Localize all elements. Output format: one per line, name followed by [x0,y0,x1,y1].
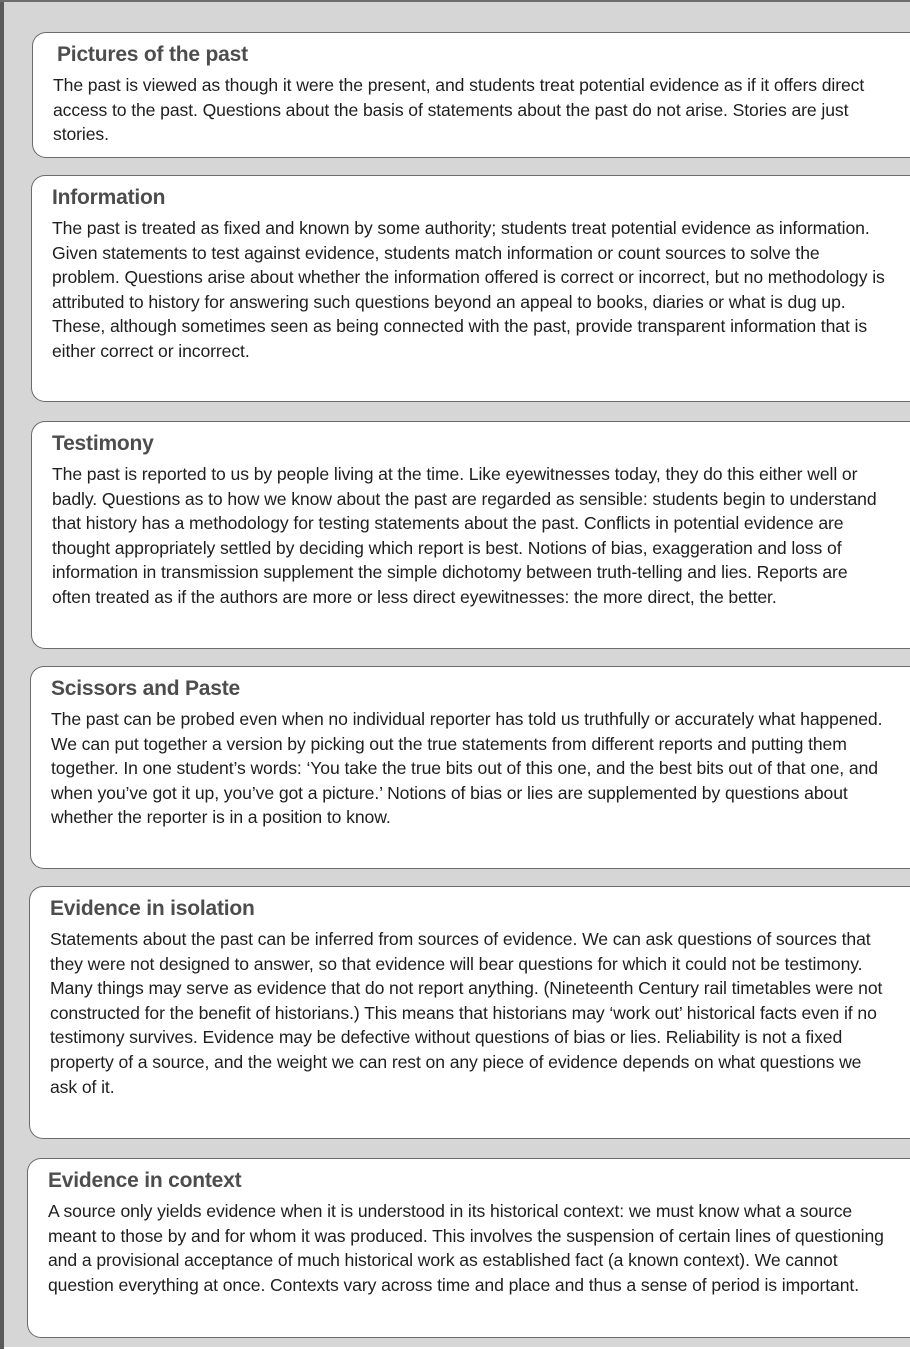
page-left-edge [0,2,4,1349]
section-title: Scissors and Paste [51,677,240,700]
section-body: The past can be probed even when no individual reporter has told us truthfully or accurately what happened. We can put together a version by picking out the true statements from different reports and putting them together. In one student’s words: ‘You take the true bits out of this one, and the best bits out of that one, and when you’ve got it up, you’ve got a picture.’ Notions of bias or lies are supplemented by questions about whether the reporter is in a position to know. [51,709,883,828]
section-body: The past is reported to us by people living at the time. Like eyewitnesses today, they do this either well or badly. Questions as to how we know about the past are regarded as sensible: students begin to understand that history has a methodology for testing statements about the past. Conflicts in potential evidence are thought appropriately settled by deciding which report is best. Notions of bias, exaggeration and loss of information in transmission supplement the simple dichotomy between truth-telling and lies. Reports are often treated as if the authors are more or less direct eyewitnesses: the more direct, the better. [52,464,877,607]
section-testimony [31,421,910,649]
section-title: Testimony [52,432,154,455]
section-evidence-in-isolation [29,886,910,1139]
section-body: Statements about the past can be inferred from sources of evidence. We can ask questions of sources that they were not designed to answer, so that evidence will bear questions for which it could not be testimony. Many things may serve as evidence that do not report anything. (Nineteenth Century rail timetables were not constructed for the benefit of historians.) This means that historians may ‘work out’ historical facts even if no testimony survives. Evidence may be defective without questions of bias or lies. Reliability is not a fixed property of a source, and the weight we can rest on any piece of evidence depends on what questions we ask of it. [50,929,883,1097]
section-information [31,175,910,402]
section-title: Information [52,186,166,209]
section-scissors-and-paste [30,666,910,869]
section-pictures-of-the-past [32,32,910,158]
section-evidence-in-context [27,1158,910,1338]
section-body: A source only yields evidence when it is understood in its historical context: we must know what a source meant to those by and for whom it was produced. This involves the suspension of certain lines of questioning and a provisional acceptance of much historical work as established fact (a known context). We cannot question everything at once. Contexts vary across time and place and thus a sense of period is important. [48,1201,884,1295]
section-title: Evidence in context [48,1169,242,1192]
section-title: Pictures of the past [57,43,248,66]
section-body: The past is viewed as though it were the present, and students treat potential evidence as if it offers direct access to the past. Questions about the basis of statements about the past do not arise. Stories are just stories. [53,75,865,145]
section-body: The past is treated as fixed and known by some authority; students treat potential evidence as information. Given statements to test against evidence, students match information or count sources to solve the problem. Questions arise about whether the information offered is correct or incorrect, but no methodology is attributed to history for answering such questions beyond an appeal to books, diaries or what is dug up. These, although sometimes seen as being connected with the past, provide transparent information that is either correct or incorrect. [52,218,885,361]
section-title: Evidence in isolation [50,897,255,920]
